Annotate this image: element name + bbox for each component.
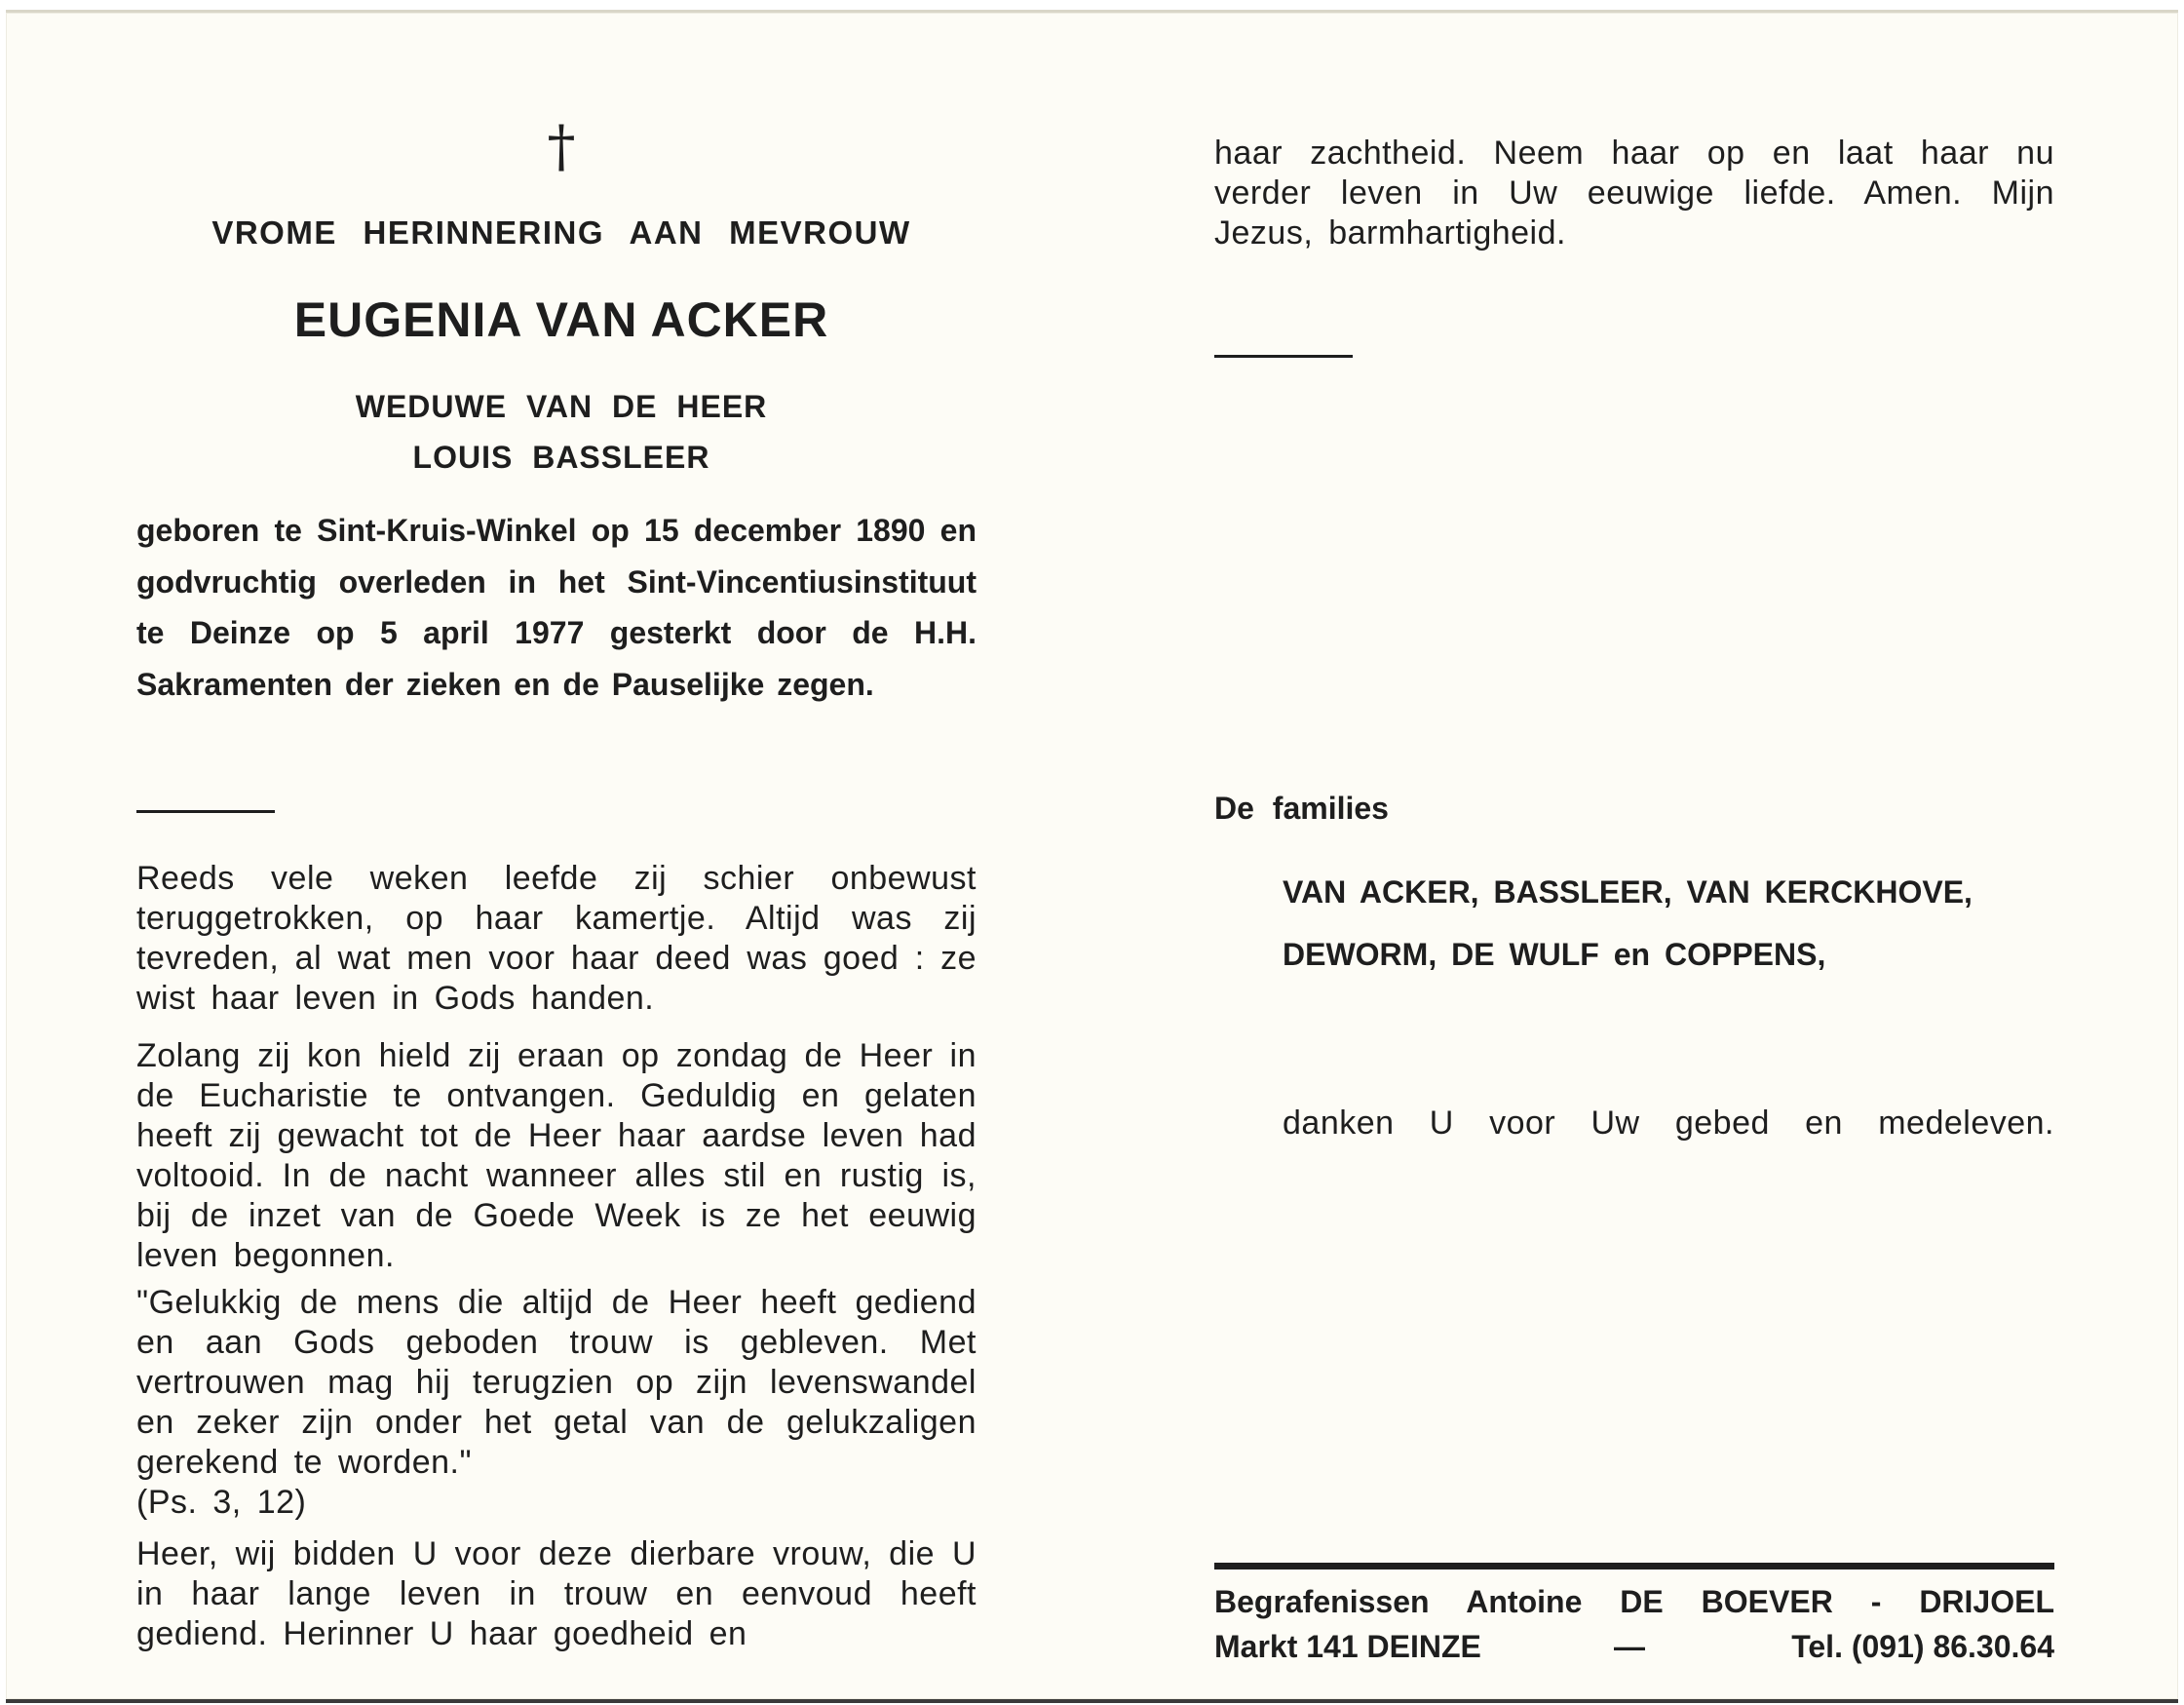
psalm-reference: (Ps. 3, 12) — [136, 1484, 307, 1521]
deceased-name: EUGENIA VAN ACKER — [293, 292, 829, 347]
widow-line-1: WEDUWE VAN DE HEER — [355, 389, 768, 424]
separator-dash: — — [1614, 1629, 1645, 1664]
prayer-start: Heer, wij bidden U voor deze dierbare vrouw, die U in haar lange leven in trouw en eenvoud heeft gediend. Herinner U haar goedheid en — [136, 1535, 977, 1652]
divider-left — [136, 810, 275, 813]
thanks-line: danken U voor Uw gebed en medeleven. — [1283, 1104, 2054, 1142]
widow-line-2: LOUIS BASSLEER — [412, 440, 710, 475]
undertaker-address: Markt 141 DEINZE — [1214, 1629, 1481, 1664]
undertaker-name: Begrafenissen Antoine DE BOEVER - DRIJOEL — [1214, 1584, 2054, 1619]
psalm-quote: "Gelukkig de mens die altijd de Heer heeft gediend en aan Gods geboden trouw is gebleven. Met vertrouwen mag hij terugzien op zijn levenswandel en zeker zijn onder het getal van de gelukzaligen gerekend te worden." — [136, 1284, 977, 1481]
family-names: VAN ACKER, BASSLEER, VAN KERCKHOVE, DEWORM, DE WULF en COPPENS, — [1283, 874, 1973, 972]
undertaker-phone: Tel. (091) 86.30.64 — [1791, 1629, 2054, 1664]
biography: geboren te Sint-Kruis-Winkel op 15 december 1890 en godvruchtig overleden in het Sint-Vincentiusinstituut te Deinze op 5 april 1977 gesterkt door de H.H. Sakramenten der zieken en de Pauselijke zegen. — [136, 513, 977, 702]
footer-rule — [1214, 1563, 2054, 1569]
header-line: VROME HERINNERING AAN MEVROUW — [211, 214, 911, 251]
widow-of — [136, 381, 986, 483]
paragraph-2: Zolang zij kon hield zij eraan op zondag de Heer in de Eucharistie te ontvangen. Geduldig en gelaten heeft zij gewacht tot de Heer haar aardse leven had voltooid. In de nacht wanneer alles stil en rustig is, bij de inzet van de Goede Week is ze het eeuwig leven begonnen. — [136, 1037, 977, 1274]
prayer-end: haar zachtheid. Neem haar op en laat haar nu verder leven in Uw eeuwige liefde. Amen. Mijn Jezus, barmhartigheid. — [1214, 135, 2054, 252]
divider-right — [1214, 355, 1353, 358]
cross-icon: † — [547, 113, 576, 179]
paragraph-1: Reeds vele weken leefde zij schier onbewust teruggetrokken, op haar kamertje. Altijd was zij tevreden, al wat men voor haar deed was goed : ze wist haar leven in Gods handen. — [136, 860, 977, 1017]
memorial-card — [6, 10, 2178, 1703]
families-label: De families — [1214, 791, 1389, 826]
